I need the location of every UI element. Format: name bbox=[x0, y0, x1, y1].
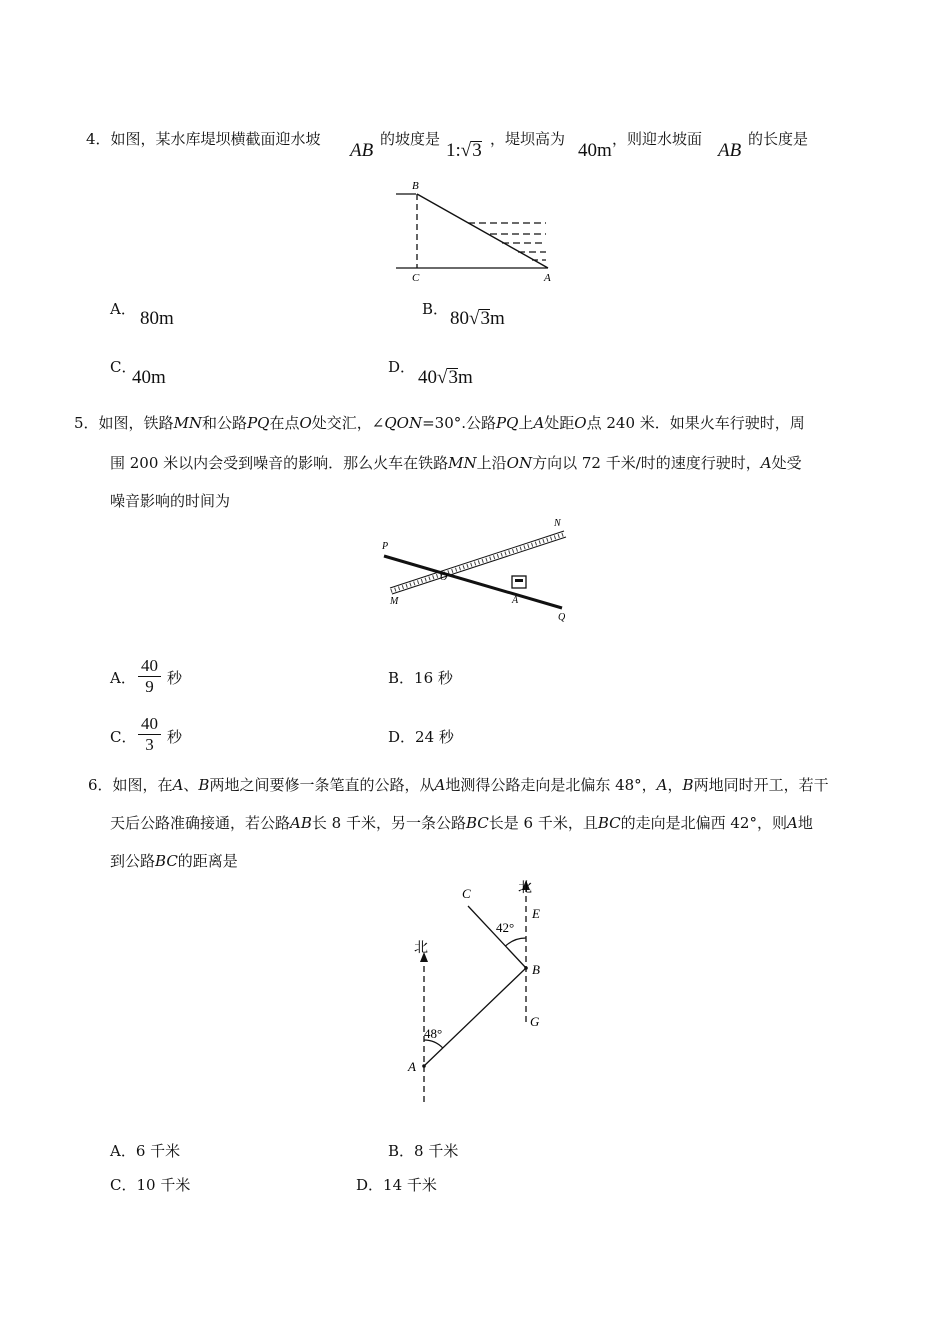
sqrt-icon: √ bbox=[460, 140, 472, 161]
q5-option-c-num: 40 bbox=[138, 714, 161, 735]
q6-label-angle-42: 42° bbox=[496, 920, 515, 935]
q6-text: 两地之间要修一条笔直的公路，从 bbox=[209, 776, 435, 794]
q4-text-2: 的坡度是 bbox=[380, 130, 441, 148]
q5-label-q: Q bbox=[558, 612, 566, 623]
q5-option-c-den: 3 bbox=[145, 735, 154, 754]
q5-stem-line-1 bbox=[74, 412, 805, 433]
q5-text: 处距 bbox=[544, 414, 575, 432]
q4-label-b: B bbox=[412, 180, 419, 192]
q4-slope-ab bbox=[417, 194, 548, 268]
sqrt-icon: √ bbox=[437, 367, 448, 388]
q5-option-d-value: 24 秒 bbox=[415, 728, 454, 746]
q6-ab: AB bbox=[290, 814, 312, 832]
q4-height: 40m bbox=[578, 140, 612, 161]
q6-option-d[interactable] bbox=[356, 1174, 437, 1195]
q6-a: A bbox=[786, 814, 798, 832]
q5-qon: QON bbox=[384, 414, 423, 432]
q6-label-angle-48: 48° bbox=[424, 1026, 443, 1041]
q5-option-d[interactable] bbox=[388, 726, 454, 747]
q4-option-d-value bbox=[418, 367, 473, 389]
q5-text: 上 bbox=[518, 414, 534, 432]
q6-text: 如图，在 bbox=[112, 776, 173, 794]
q6-bc: BC bbox=[155, 852, 178, 870]
q6-angle-48-arc bbox=[424, 1040, 443, 1048]
q6-stem-line-1 bbox=[88, 774, 829, 795]
q5-option-c-label[interactable]: C． bbox=[110, 728, 137, 746]
q6-label-a: A bbox=[408, 1059, 416, 1074]
q6-option-b-value: 8 千米 bbox=[414, 1142, 459, 1160]
q4-option-b-radicand: 3 bbox=[480, 308, 490, 329]
q5-building-roof bbox=[515, 579, 523, 582]
q5-pq: PQ bbox=[496, 414, 519, 432]
q6-text: 、 bbox=[183, 776, 199, 794]
q4-text-1: 如图，某水库堤坝横截面迎水坡 bbox=[110, 130, 321, 148]
q4-ratio-radicand: 3 bbox=[472, 140, 482, 161]
q6-text: 的走向是北偏西 42°，则 bbox=[620, 814, 787, 832]
q4-text-5: 的长度是 bbox=[748, 130, 809, 148]
q5-option-a-label[interactable]: A． bbox=[110, 669, 136, 687]
q4-number: 4． bbox=[86, 130, 111, 148]
q6-text: ， bbox=[667, 776, 683, 794]
q5-option-c-fraction bbox=[138, 714, 161, 755]
q6-option-c[interactable] bbox=[110, 1174, 190, 1195]
q6-b: B bbox=[682, 776, 694, 794]
q6-road-ab bbox=[424, 968, 526, 1066]
q4-ab-2: AB bbox=[718, 140, 742, 161]
q5-o: O bbox=[299, 414, 312, 432]
q5-text: 上沿 bbox=[476, 454, 507, 472]
q5-a: A bbox=[533, 414, 545, 432]
q5-label-m: M bbox=[390, 596, 399, 607]
q5-text: 处交汇，∠ bbox=[311, 414, 385, 432]
q5-mn: MN bbox=[173, 414, 203, 432]
q5-option-a-den: 9 bbox=[145, 677, 154, 696]
q4-stem bbox=[86, 128, 321, 168]
q4-option-b-unit: m bbox=[489, 308, 505, 329]
q6-option-b[interactable] bbox=[388, 1140, 458, 1161]
q6-label-g: G bbox=[530, 1014, 540, 1029]
q4-text-3: ，堤坝高为 bbox=[490, 130, 566, 148]
q6-text: 天后公路准确接通，若公路 bbox=[110, 814, 291, 832]
q6-a: A bbox=[434, 776, 446, 794]
q6-text: 两地同时开工，若干 bbox=[693, 776, 829, 794]
q6-bc: BC bbox=[597, 814, 621, 832]
q6-label-north-right: 北 bbox=[518, 880, 532, 896]
q6-option-c-value: 10 千米 bbox=[136, 1176, 191, 1194]
q5-text: 围 200 米以内会受到噪音的影响．那么火车在铁路 bbox=[110, 454, 449, 472]
q5-text: 方向以 72 千米/时的速度行驶时， bbox=[532, 454, 761, 472]
q5-label-n: N bbox=[554, 518, 561, 529]
q5-option-a-num: 40 bbox=[138, 656, 161, 677]
q4-option-c-label[interactable]: C． bbox=[110, 358, 137, 376]
q5-option-a-fraction bbox=[138, 656, 161, 697]
q6-stem-line-3 bbox=[110, 850, 238, 871]
q6-text: 长是 6 千米，且 bbox=[488, 814, 598, 832]
q6-option-b-label: B． bbox=[388, 1142, 415, 1160]
q6-number: 6． bbox=[88, 776, 113, 794]
q6-a: A bbox=[656, 776, 668, 794]
q6-option-d-label: D． bbox=[356, 1176, 384, 1194]
q6-text: 地测得公路走向是北偏东 48°， bbox=[445, 776, 657, 794]
q4-ab-1: AB bbox=[350, 140, 374, 161]
q4-text-4: ，则迎水坡面 bbox=[612, 130, 703, 148]
sqrt-icon: √ bbox=[469, 308, 480, 329]
q5-number: 5． bbox=[74, 414, 99, 432]
q5-option-b-value: 16 秒 bbox=[414, 669, 453, 687]
q6-bearing-figure bbox=[400, 872, 560, 1110]
q6-angle-42-arc bbox=[506, 938, 527, 946]
q5-o: O bbox=[574, 414, 587, 432]
q6-text: 地 bbox=[797, 814, 813, 832]
q6-option-a-label: A． bbox=[110, 1142, 136, 1160]
q4-ratio-prefix: 1: bbox=[446, 140, 461, 161]
q5-text: 和公路 bbox=[202, 414, 248, 432]
q5-text: 在点 bbox=[269, 414, 300, 432]
q6-b: B bbox=[198, 776, 210, 794]
q5-a: A bbox=[760, 454, 772, 472]
q5-rail-road-figure bbox=[376, 514, 576, 624]
q5-option-d-label: D． bbox=[388, 728, 416, 746]
q6-point-b bbox=[524, 966, 528, 970]
q4-option-a-value: 80m bbox=[140, 308, 174, 329]
q5-text: 处受 bbox=[771, 454, 802, 472]
q6-option-a[interactable] bbox=[110, 1140, 180, 1161]
q6-label-b: B bbox=[532, 962, 540, 977]
q5-label-o: O bbox=[440, 572, 448, 583]
q4-option-b-coef: 80 bbox=[450, 308, 469, 329]
q5-text: 如图，铁路 bbox=[98, 414, 174, 432]
q6-label-north-left: 北 bbox=[414, 940, 428, 956]
q5-text: 点 240 米．如果火车行驶时，周 bbox=[586, 414, 805, 432]
q4-option-d-coef: 40 bbox=[418, 367, 437, 388]
q5-option-b[interactable] bbox=[388, 667, 453, 688]
q5-road-pq bbox=[384, 556, 562, 608]
q4-option-c-value: 40m bbox=[132, 367, 166, 388]
q6-text: 到公路 bbox=[110, 852, 156, 870]
q6-stem-line-2 bbox=[110, 812, 813, 833]
q6-bc: BC bbox=[465, 814, 489, 832]
q5-option-c-unit: 秒 bbox=[167, 728, 183, 746]
q6-point-a bbox=[422, 1064, 426, 1068]
q6-label-c: C bbox=[462, 886, 471, 901]
q4-label-a: A bbox=[544, 272, 551, 284]
q5-stem-line-2 bbox=[110, 452, 802, 473]
q5-text: =30°.公路 bbox=[422, 414, 497, 432]
q4-label-c: C bbox=[412, 272, 420, 284]
q6-option-a-value: 6 千米 bbox=[135, 1142, 181, 1160]
q5-mn: MN bbox=[448, 454, 477, 472]
q6-road-bc bbox=[468, 906, 526, 968]
q5-pq: PQ bbox=[247, 414, 270, 432]
q4-option-d-radicand: 3 bbox=[448, 367, 458, 388]
q4-ratio bbox=[446, 140, 482, 162]
q6-option-c-label: C． bbox=[110, 1176, 137, 1194]
q4-option-b-value bbox=[450, 308, 505, 330]
q6-a: A bbox=[172, 776, 184, 794]
q6-text: 长 8 千米，另一条公路 bbox=[311, 814, 466, 832]
q4-option-b-label[interactable]: B． bbox=[422, 300, 449, 318]
q4-dam-figure bbox=[390, 176, 560, 286]
q5-on: ON bbox=[506, 454, 533, 472]
q5-option-b-label: B． bbox=[388, 669, 415, 687]
q5-stem-line-3: 噪音影响的时间为 bbox=[110, 492, 231, 510]
q5-option-a-unit: 秒 bbox=[167, 669, 183, 687]
q6-text: 的距离是 bbox=[177, 852, 238, 870]
q4-option-d-label[interactable]: D． bbox=[388, 358, 416, 376]
q4-option-d-unit: m bbox=[457, 367, 473, 388]
q5-label-a: A bbox=[512, 595, 519, 606]
q5-label-p: P bbox=[382, 541, 389, 552]
q6-option-d-value: 14 千米 bbox=[383, 1176, 437, 1194]
q4-option-a-label[interactable]: A． bbox=[110, 300, 136, 318]
q6-label-e: E bbox=[532, 906, 540, 921]
